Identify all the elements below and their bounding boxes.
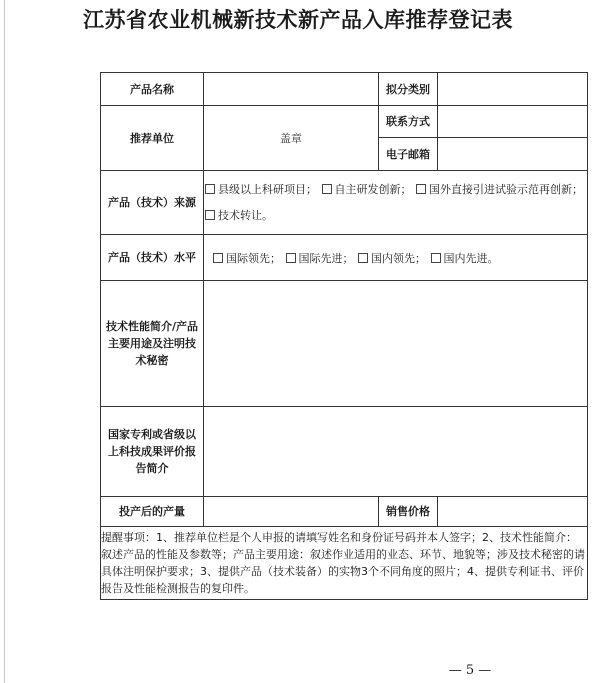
- product-name-field[interactable]: [204, 73, 379, 106]
- category-field[interactable]: [438, 73, 588, 106]
- contact-label: 联系方式: [379, 106, 438, 138]
- seal-text: 盖章: [280, 132, 302, 145]
- output-field[interactable]: [204, 497, 379, 527]
- email-label: 电子邮箱: [379, 138, 438, 171]
- source-label: 产品（技术）来源: [101, 171, 204, 235]
- output-label: 投产后的产量: [101, 497, 204, 527]
- level-options: [204, 235, 588, 281]
- checkbox[interactable]: [213, 253, 223, 263]
- page-left-edge: [4, 0, 5, 683]
- patent-label: 国家专利或省级以上科技成果评价报告简介: [101, 407, 204, 497]
- source-option-transfer[interactable]: 技术转让。: [204, 209, 273, 222]
- level-option-intl-leading[interactable]: 国际领先；: [212, 252, 281, 265]
- source-options: [204, 171, 588, 235]
- performance-label: 技术性能简介/产品主要用途及注明技术秘密: [101, 281, 204, 407]
- registration-form-table: [100, 72, 588, 600]
- checkbox[interactable]: [431, 253, 441, 263]
- level-option-domestic-leading[interactable]: 国内领先；: [357, 252, 426, 265]
- price-field[interactable]: [438, 497, 588, 527]
- checkbox[interactable]: [358, 253, 368, 263]
- reminder-notes: 提醒事项：1、推荐单位栏是个人申报的请填写姓名和身份证号码并本人签字；2、技术性能简介：叙述产品的性能及参数等；产品主要用途：叙述作业适用的业态、环节、地貌等；涉及技术秘密的请具体注明保护要求；3、提供产品（技术装备）的实物3个不同角度的照片；4、提供专利证书、评价报告及性能检测报告的复印件。: [101, 527, 588, 600]
- checkbox[interactable]: [205, 184, 215, 194]
- source-option-research[interactable]: 县级以上科研项目；: [204, 183, 317, 196]
- page-number: — 5 —: [448, 663, 492, 678]
- checkbox[interactable]: [286, 253, 296, 263]
- product-name-label: 产品名称: [101, 73, 204, 106]
- document-title: 江苏省农业机械新技术新产品入库推荐登记表: [83, 7, 513, 32]
- level-option-intl-advanced[interactable]: 国际先进；: [285, 252, 354, 265]
- checkbox[interactable]: [322, 184, 332, 194]
- source-option-imported[interactable]: 国外直接引进试验示范再创新；: [415, 183, 583, 196]
- patent-field[interactable]: [204, 407, 588, 497]
- email-field[interactable]: [438, 138, 588, 171]
- performance-field[interactable]: [204, 281, 588, 407]
- price-label: 销售价格: [379, 497, 438, 527]
- checkbox[interactable]: [416, 184, 426, 194]
- level-label: 产品（技术）水平: [101, 235, 204, 281]
- contact-field[interactable]: [438, 106, 588, 138]
- source-option-independent[interactable]: 自主研发创新；: [321, 183, 412, 196]
- checkbox[interactable]: [205, 210, 215, 220]
- level-option-domestic-advanced[interactable]: 国内先进。: [430, 252, 499, 265]
- recommender-seal-field[interactable]: [204, 106, 379, 171]
- category-label: 拟分类别: [379, 73, 438, 106]
- recommender-label: 推荐单位: [101, 106, 204, 171]
